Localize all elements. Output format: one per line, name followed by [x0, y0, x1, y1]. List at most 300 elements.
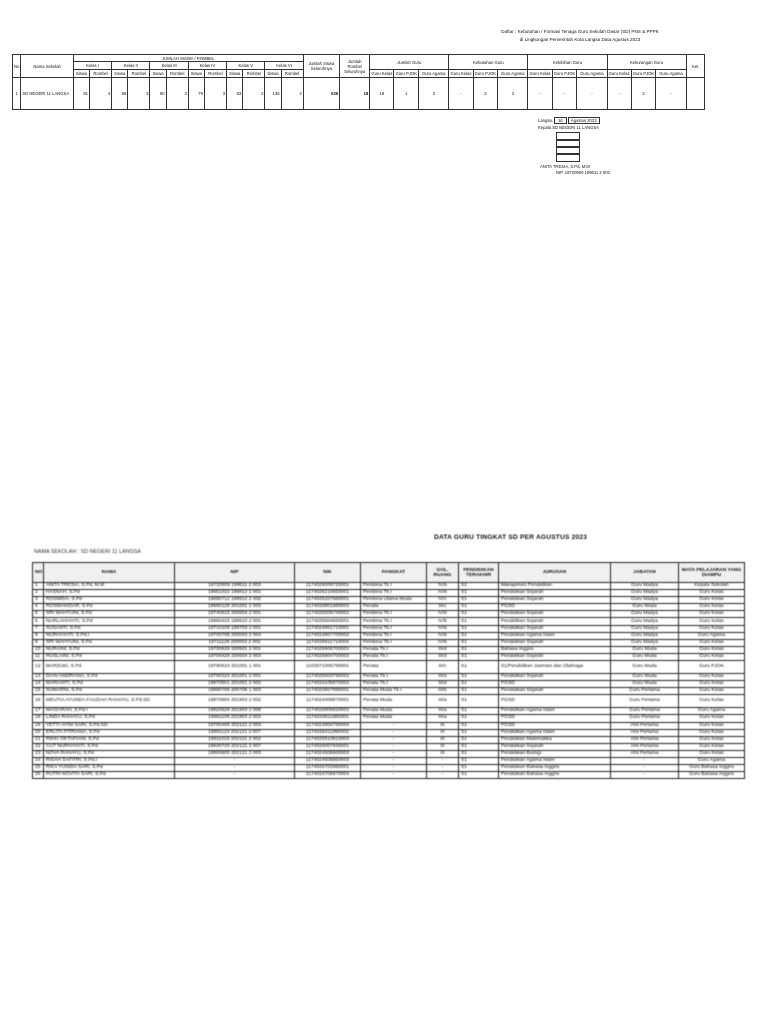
- cell-gol: IV/b: [427, 583, 459, 590]
- cell-nik: 1174024804790004: [295, 722, 361, 729]
- cell-nama: ERLITA FITRIANA, S.Pd: [44, 729, 175, 736]
- cell-pangkat: Pembina Tk.I: [361, 639, 427, 646]
- cell-nama: NURAINI, S.Pd: [44, 646, 175, 653]
- sub-siswa: Siswa: [150, 70, 166, 78]
- cell-nik: 1174024807700002: [295, 632, 361, 639]
- cell-jabatan: Guru Madya: [611, 618, 679, 625]
- school-name: NAMA SEKOLAH : SD NEGERI 11 LANGSA: [34, 549, 141, 555]
- cell-jabatan: Guru Muda: [611, 646, 679, 653]
- cell-gol: IX: [427, 736, 459, 743]
- teacher-table-header: [33, 563, 745, 583]
- cell-pangkat: Pembina Tk.I: [361, 618, 427, 625]
- cell-mapel: Guru Kelas: [679, 646, 745, 653]
- cell-kekurangan-pjok: 2: [631, 78, 656, 110]
- cell-pangkat: Penata Tk.I: [361, 653, 427, 660]
- col-total-students: Jumlah Siswa Seluruhnya: [303, 55, 339, 78]
- table-row: [33, 736, 745, 743]
- cell-mapel: Guru Kelas: [679, 750, 745, 757]
- sub-guru-pjok: Guru PJOK: [553, 71, 576, 76]
- cell-jumlah-agama: 3: [419, 78, 449, 110]
- cell-gol: IV/b: [427, 639, 459, 646]
- cell-nama: CUT NURHAYATI, S.Pd: [44, 743, 175, 750]
- cell-nama: NURLAHAYATI, S.Pd: [44, 618, 175, 625]
- cell-pendidikan: S1: [459, 632, 499, 639]
- table-row: [33, 729, 745, 736]
- cell-pangkat: Pembina Tk.I: [361, 625, 427, 632]
- cell-nama: RUSLAINI, S.Pd: [44, 653, 175, 660]
- cell-jurusan: Pendidikan Sejarah: [499, 653, 611, 660]
- cell-nik: 1174024105870002: [295, 681, 361, 688]
- class-header: Kelas I: [73, 62, 111, 70]
- sub-guru-kelas: Guru Kelas: [371, 71, 393, 76]
- cell-pangkat: Penata Tk.I: [361, 674, 427, 681]
- cell-jabatan: Guru Muda: [611, 674, 679, 681]
- cell-pendidikan: S1: [459, 590, 499, 597]
- cell-kelebihan-pjok: -: [552, 78, 577, 110]
- cell-nama: PUTRI NOVITA SARI, S.Pd: [44, 772, 175, 779]
- table-row: [33, 611, 745, 618]
- class-header: Kelas V: [227, 62, 265, 70]
- cell-jabatan: Guru Muda: [611, 604, 679, 611]
- cell-nama: ANITA TRESIA, S.Pd, M.M: [44, 583, 175, 590]
- sub-rombel: Rombel: [89, 70, 111, 78]
- cell-pangkat: Penata Muda: [361, 708, 427, 715]
- cell-nik: 1174026007930001: [295, 743, 361, 750]
- cell-pangkat: -: [361, 722, 427, 729]
- cell-nip: -: [175, 757, 295, 764]
- cell-rombel: 3: [166, 78, 188, 110]
- cell-nip: -: [175, 772, 295, 779]
- cell-pangkat: Penata Muda: [361, 715, 427, 722]
- cell-nama: SUSANTI, S.Pd: [44, 625, 175, 632]
- cell-pendidikan: S1: [459, 757, 499, 764]
- cell-mapel: Guru Bahasa Inggris: [679, 765, 745, 772]
- cell-jurusan: Pendidikan Agama Islam: [499, 757, 611, 764]
- cell-nik: 1174026804700002: [295, 653, 361, 660]
- cell-nama: ROSMANIDAR, S.Pd: [44, 604, 175, 611]
- class-header: Kelas IV: [188, 62, 226, 70]
- cell-pendidikan: S1: [459, 681, 499, 688]
- table-row: [33, 632, 745, 639]
- group-kebutuhan-guru: Kebutuhan Guru: [449, 55, 528, 70]
- cell-mapel: Guru Kelas: [679, 653, 745, 660]
- class-header: Kelas VI: [265, 62, 303, 70]
- cell-gol: III/d: [427, 681, 459, 688]
- cell-no: 15: [33, 688, 44, 695]
- cell-pendidikan: S1: [459, 772, 499, 779]
- cell-gol: III/c: [427, 661, 459, 674]
- table-row: [33, 618, 745, 625]
- class-header: Kelas II: [112, 62, 150, 70]
- cell-no: 9: [33, 639, 44, 646]
- signature-day: 16: [554, 117, 567, 124]
- cell-nip: 19710109 199703 2 001: [175, 625, 295, 632]
- cell-rombel: 3: [128, 78, 150, 110]
- cell-jabatan: Ahli Pertama: [611, 743, 679, 750]
- cell-nama: NOVA RAHAYU, S.Pd: [44, 750, 175, 757]
- cell-mapel: Guru Kelas: [679, 674, 745, 681]
- cell-jurusan: PGSD: [499, 681, 611, 688]
- cell-nama: YETTI AYINI SARI, S.Pd.SD: [44, 722, 175, 729]
- cell-total-rombel: 18: [340, 78, 370, 110]
- th-nik: NIK: [295, 563, 361, 583]
- cell-pendidikan: S1: [459, 661, 499, 674]
- cell-jurusan: Bahasa Inggris: [499, 646, 611, 653]
- cell-no: 22: [33, 743, 44, 750]
- sub-siswa: Siswa: [265, 70, 281, 78]
- th-no: NO: [33, 563, 44, 583]
- table-row: [33, 646, 745, 653]
- cell-gol: IV/b: [427, 618, 459, 625]
- col-students-group: JUMLAH SISWA / ROMBEL: [73, 55, 303, 62]
- cell-mapel: Guru Kelas: [679, 625, 745, 632]
- cell-no: 21: [33, 736, 44, 743]
- cell-nip: 19700708 200003 2 004: [175, 632, 295, 639]
- cell-pendidikan: S1: [459, 625, 499, 632]
- cell-nama: MEUTIA AYUNDA FAUZIAH RAHAYU, S.Pd.SD: [44, 695, 175, 708]
- cell-pangkat: Penata: [361, 661, 427, 674]
- cell-nik: 1174026009720001: [295, 583, 361, 590]
- cell-mapel: Guru Kelas: [679, 611, 745, 618]
- cell-pendidikan: S1: [459, 688, 499, 695]
- cell-mapel: Guru PJOK: [679, 661, 745, 674]
- cell-no: 3: [33, 597, 44, 604]
- cell-jabatan: Guru Madya: [611, 639, 679, 646]
- table-row: [33, 583, 745, 590]
- cell-jabatan: Guru Madya: [611, 632, 679, 639]
- cell-gol: III/a: [427, 695, 459, 708]
- cell-nip: 19911015 202121 2 002: [175, 736, 295, 743]
- cell-nip: 19820628 201903 2 008: [175, 708, 295, 715]
- table-row: [33, 765, 745, 772]
- cell-jabatan: Guru Madya: [611, 590, 679, 597]
- cell-jurusan: Pendidikan Sejarah: [499, 618, 611, 625]
- sub-siswa: Siswa: [73, 70, 89, 78]
- table-row: [33, 695, 745, 708]
- cell-siswa: 91: [73, 78, 89, 110]
- cell-nama: RISAH SAFITRI, S.Pd.I: [44, 757, 175, 764]
- cell-mapel: Guru Kelas: [679, 618, 745, 625]
- cell-mapel: Guru Kelas: [679, 604, 745, 611]
- cell-jabatan: Guru Madya: [611, 611, 679, 618]
- signature-month-year: Agustus 2023: [568, 117, 600, 124]
- teacher-table-title: DATA GURU TINGKAT SD PER AGUSTUS 2023: [434, 534, 588, 541]
- cell-nik: 1174024409870001: [295, 695, 361, 708]
- cell-kebutuhan-kelas: -: [449, 78, 473, 110]
- cell-jabatan: Guru Pertama: [611, 708, 679, 715]
- cell-jurusan: Manajemen Pendidikan: [499, 583, 611, 590]
- cell-nip: 19790310 201001 2 001: [175, 674, 295, 681]
- cell-jabatan: Guru Pertama: [611, 695, 679, 708]
- signature-title: Kepala SD NEGERI 11 LANGSA: [538, 125, 599, 130]
- table-row: [33, 757, 745, 764]
- cell-jabatan: Ahli Pertama: [611, 722, 679, 729]
- cell-kelebihan-kelas: -: [528, 78, 552, 110]
- cell-no: 11: [33, 653, 44, 660]
- cell-jurusan: Pendidikan Bahasa Inggris: [499, 772, 611, 779]
- cell-nama: RIKKI OKTAFIANI, S.Pd: [44, 736, 175, 743]
- cell-jabatan: Guru Madya: [611, 583, 679, 590]
- sub-guru-pjok: Guru PJOK: [474, 71, 497, 76]
- cell-no: 2: [33, 590, 44, 597]
- cell-no: 19: [33, 722, 44, 729]
- cell-pendidikan: S1: [459, 611, 499, 618]
- signature-name: ANITA TRESIA, S.Pd, M.M: [540, 164, 590, 169]
- sub-guru-kelas: Guru Kelas: [529, 71, 551, 76]
- cell-nama: SUMARNI, S.Pd: [44, 688, 175, 695]
- cell-nip: 19790408 202121 2 003: [175, 722, 295, 729]
- signature-box: [556, 153, 580, 162]
- cell-pendidikan: S1: [459, 743, 499, 750]
- cell-gol: IX: [427, 729, 459, 736]
- cell-gol: III/a: [427, 708, 459, 715]
- cell-no: 1: [33, 583, 44, 590]
- table-row: [33, 625, 745, 632]
- header-line-2: di Lingkungan Pemerintah Kota Langsa Data Agustus 2023: [519, 37, 641, 42]
- cell-pendidikan: S1: [459, 695, 499, 708]
- sub-siswa: Siswa: [188, 70, 204, 78]
- cell-no: 14: [33, 681, 44, 688]
- table-row: [33, 661, 745, 674]
- group-kekurangan-guru: Kekurangan Guru: [607, 55, 686, 70]
- document-header: [400, 28, 760, 44]
- cell-nama: MARZUKI, S.Pd: [44, 661, 175, 674]
- cell-gol: III/d: [427, 653, 459, 660]
- table-row: [33, 750, 745, 757]
- row-school: SD NEGERI 11 LANGSA: [21, 78, 73, 110]
- cell-jumlah-kelas: 18: [370, 78, 394, 110]
- table-row: [33, 715, 745, 722]
- cell-no: 25: [33, 765, 44, 772]
- cell-rombel: 4: [281, 78, 303, 110]
- cell-no: 8: [33, 632, 44, 639]
- cell-nip: 19680128 201001 2 003: [175, 604, 295, 611]
- cell-gol: III/a: [427, 715, 459, 722]
- sub-rombel: Rombel: [243, 70, 265, 78]
- table-row: [13, 78, 705, 110]
- cell-ket: [686, 78, 704, 110]
- th-pangkat: PANGKAT: [361, 563, 427, 583]
- cell-gol: III/d: [427, 674, 459, 681]
- cell-pendidikan: S1: [459, 597, 499, 604]
- sub-rombel: Rombel: [204, 70, 226, 78]
- cell-jurusan: Pendidikan Sejarah: [499, 674, 611, 681]
- cell-mapel: Guru Kelas: [679, 715, 745, 722]
- cell-jurusan: Pendidikan Sejarah: [499, 597, 611, 604]
- cell-jurusan: Pendidikan Sejarah: [499, 611, 611, 618]
- cell-nama: DIAN ANDRIANA, S.Pd: [44, 674, 175, 681]
- th-nama: NAMA: [44, 563, 175, 583]
- cell-nip: -: [175, 765, 295, 772]
- cell-jurusan: Pendidikan Sejarah: [499, 639, 611, 646]
- cell-jabatan: Guru Pertama: [611, 715, 679, 722]
- cell-jabatan: Guru Pertama: [611, 688, 679, 695]
- cell-jurusan: Pendidikan Agama Islam: [499, 729, 611, 736]
- cell-jumlah-pjok: 1: [394, 78, 419, 110]
- cell-jabatan: -: [611, 765, 679, 772]
- cell-pendidikan: S1: [459, 708, 499, 715]
- cell-jurusan: Pendidikan Biologi: [499, 750, 611, 757]
- cell-nik: 1174026702980001: [295, 765, 361, 772]
- cell-siswa: 79: [188, 78, 204, 110]
- cell-pendidikan: S1: [459, 765, 499, 772]
- table-row: [33, 772, 745, 779]
- cell-pangkat: Penata: [361, 604, 427, 611]
- cell-no: 12: [33, 661, 44, 674]
- cell-jabatan: -: [611, 757, 679, 764]
- cell-jabatan: Ahli Pertama: [611, 736, 679, 743]
- cell-pangkat: Penata Tk.I: [361, 681, 427, 688]
- cell-nik: 1174026801680003: [295, 604, 361, 611]
- cell-nip: 19870501 201001 2 002: [175, 681, 295, 688]
- cell-no: 7: [33, 625, 44, 632]
- cell-mapel: Guru Kelas: [679, 743, 745, 750]
- cell-pangkat: -: [361, 743, 427, 750]
- cell-nama: HASNAH, S.Pd: [44, 590, 175, 597]
- sub-guru-pjok: Guru PJOK: [632, 71, 655, 76]
- class-header: Kelas III: [150, 62, 188, 70]
- cell-gol: III/d: [427, 646, 459, 653]
- cell-no: 5: [33, 611, 44, 618]
- col-ket: Ket: [686, 55, 704, 78]
- cell-pangkat: -: [361, 729, 427, 736]
- sub-guru-agama: Guru Agama: [419, 70, 449, 78]
- cell-jurusan: PGSD: [499, 715, 611, 722]
- cell-nik: 1174024706970004: [295, 772, 361, 779]
- cell-pangkat: Penata Muda Tk.I: [361, 688, 427, 695]
- th-gol: GOL. RUANG: [427, 563, 459, 583]
- cell-no: 18: [33, 715, 44, 722]
- cell-mapel: Guru Agama: [679, 757, 745, 764]
- cell-jurusan: Pendidikan Agama Islam: [499, 708, 611, 715]
- cell-pangkat: -: [361, 757, 427, 764]
- th-nip: NIP: [175, 563, 295, 583]
- cell-gol: -: [427, 772, 459, 779]
- cell-no: 20: [33, 729, 44, 736]
- cell-no: 17: [33, 708, 44, 715]
- cell-pangkat: Pembina Tk.I: [361, 611, 427, 618]
- table-row: [33, 743, 745, 750]
- cell-nama: SRI WAHYUNI, S.Pd: [44, 639, 175, 646]
- cell-no: 26: [33, 772, 44, 779]
- th-pendidikan: PENDIDIKAN TERAKHIR: [459, 563, 499, 583]
- cell-nik: 1174026906700001: [295, 646, 361, 653]
- cell-jurusan: Pendidikan Matematika: [499, 736, 611, 743]
- cell-jurusan: Pendidikan Agama Islam: [499, 632, 611, 639]
- cell-nip: 19790610 201001 1 001: [175, 661, 295, 674]
- header-line-1: Daftar : Kebutuhan / Formasi Tenaga Guru Sekolah Dasar (SD) PNS & PPPK: [501, 29, 659, 34]
- cell-pangkat: -: [361, 772, 427, 779]
- cell-pendidikan: S1: [459, 653, 499, 660]
- table-row: [33, 590, 745, 597]
- cell-jurusan: Pendidikan Bahasa Inggris: [499, 765, 611, 772]
- cell-mapel: Guru Kelas: [679, 736, 745, 743]
- cell-no: 13: [33, 674, 44, 681]
- cell-jurusan: PGSD: [499, 695, 611, 708]
- sub-siswa: Siswa: [112, 70, 128, 78]
- cell-rombel: 4: [89, 78, 111, 110]
- cell-jabatan: Guru Muda: [611, 653, 679, 660]
- cell-siswa: 88: [112, 78, 128, 110]
- cell-mapel: Guru Bahasa Inggris: [679, 772, 745, 779]
- cell-jabatan: -: [611, 772, 679, 779]
- sub-rombel: Rombel: [281, 70, 303, 78]
- cell-nama: LINDA RAHAYU, S.Pd: [44, 715, 175, 722]
- sub-guru-kelas: Guru Kelas: [608, 71, 630, 76]
- cell-gol: III/b: [427, 688, 459, 695]
- cell-nip: 19680712 198912 2 002: [175, 597, 295, 604]
- sub-guru-agama: Guru Agama: [498, 70, 528, 78]
- cell-kekurangan-agama: -: [656, 78, 686, 110]
- cell-nip: 19870904 201903 2 002: [175, 695, 295, 708]
- cell-rombel: 2: [243, 78, 265, 110]
- cell-nik: 1174025510910003: [295, 736, 361, 743]
- cell-gol: -: [427, 757, 459, 764]
- cell-mapel: Guru Kelas: [679, 597, 745, 604]
- table-row: [33, 639, 745, 646]
- cell-pangkat: Pembina Utama Muda: [361, 597, 427, 604]
- sub-guru-agama: Guru Agama: [656, 70, 686, 78]
- signature-place: Langsa: [538, 118, 552, 123]
- cell-mapel: Guru Kelas: [679, 688, 745, 695]
- cell-nik: 1174026806820002: [295, 708, 361, 715]
- cell-nip: 19700629 200501 2 001: [175, 646, 295, 653]
- cell-nama: NURHAYATI, S.Pd.I: [44, 632, 175, 639]
- signature-nip: NIP. 19720909 199611 2 003: [556, 170, 610, 175]
- cell-nip: 19711128 200003 2 002: [175, 639, 295, 646]
- cell-nama: SRI WAHYUNI, S.Pd: [44, 611, 175, 618]
- table-row: [33, 722, 745, 729]
- sub-guru-pjok: Guru PJOK: [395, 71, 417, 76]
- cell-gol: IX: [427, 750, 459, 757]
- cell-pendidikan: S1: [459, 639, 499, 646]
- table-row: [33, 708, 745, 715]
- col-no: No: [13, 55, 21, 78]
- table-row: [33, 688, 745, 695]
- cell-mapel: Guru Kelas: [679, 695, 745, 708]
- cell-no: 23: [33, 750, 44, 757]
- cell-nip: 19660415 198910 2 001: [175, 618, 295, 625]
- cell-pangkat: -: [361, 750, 427, 757]
- cell-jabatan: Guru Madya: [611, 625, 679, 632]
- group-kelebihan-guru: Kelebihan Guru: [528, 55, 607, 70]
- cell-no: 10: [33, 646, 44, 653]
- cell-nik: 1174026210650001: [295, 590, 361, 597]
- cell-mapel: Guru Agama: [679, 708, 745, 715]
- row-no: 1: [13, 78, 21, 110]
- group-jumlah-guru: Jumlah Guru: [370, 55, 449, 70]
- cell-pangkat: Pembina Tk.I: [361, 583, 427, 590]
- cell-mapel: Kepala Sekolah: [679, 583, 745, 590]
- cell-gol: IV/c: [427, 597, 459, 604]
- table-row: [33, 604, 745, 611]
- cell-pendidikan: S1: [459, 674, 499, 681]
- sub-rombel: Rombel: [128, 70, 150, 78]
- col-school: Nama Sekolah: [21, 55, 73, 78]
- cell-siswa: 63: [227, 78, 243, 110]
- cell-nik: 1174025003790002: [295, 674, 361, 681]
- cell-jurusan: Pendidikan Sejarah: [499, 743, 611, 750]
- cell-pendidikan: S1: [459, 736, 499, 743]
- cell-rombel: 3: [204, 78, 226, 110]
- cell-nip: 19700428 200604 2 003: [175, 653, 295, 660]
- col-total-rombel: Jumlah Rombel Seluruhnya: [340, 55, 370, 78]
- signature-date: Langsa, 16 Agustus 2023: [538, 118, 600, 124]
- cell-gol: IV/b: [427, 632, 459, 639]
- cell-nip: 19900605 202121 2 003: [175, 750, 295, 757]
- cell-pendidikan: S1: [459, 715, 499, 722]
- cell-pendidikan: S1: [459, 604, 499, 611]
